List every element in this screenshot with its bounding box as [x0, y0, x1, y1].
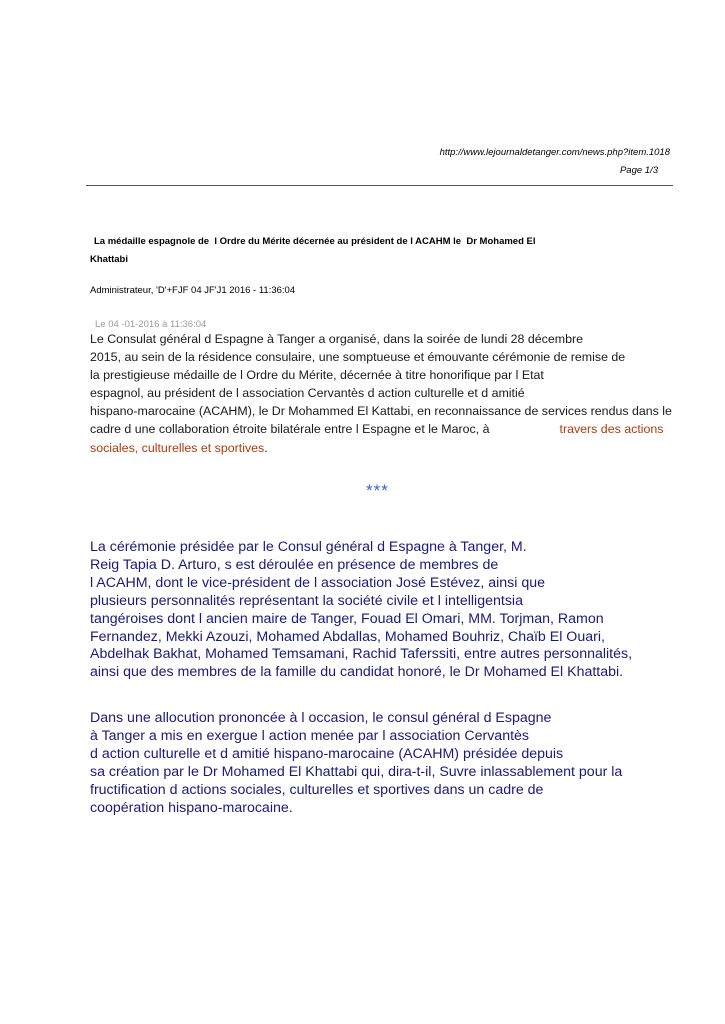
- source-url: http://www.lejournaldetanger.com/news.php?item.1018: [439, 147, 670, 158]
- article-byline: Administrateur, 'D'+FJF 04 JF'J1 2016 - 11:36:04: [90, 285, 296, 296]
- intro-line: espagnol, au président de l association Cervantès d action culturelle et d amitié: [90, 386, 525, 401]
- paragraph-line: coopération hispano-marocaine.: [90, 799, 293, 816]
- intro-highlight-2: sociales, culturelles et sportives: [90, 440, 265, 455]
- intro-line: Le Consulat général d Espagne à Tanger a organisé, dans la soirée de lundi 28 décembre: [90, 332, 583, 346]
- paragraph-line: tangéroises dont l ancien maire de Tanger, Fouad El Omari, MM. Torjman, Ramon: [90, 610, 604, 627]
- header-divider: [86, 185, 673, 186]
- paragraph-line: à Tanger a mis en exergue l action menée par l association Cervantès: [90, 727, 530, 744]
- paragraph-line: l ACAHM, dont le vice-président de l association José Estévez, ainsi que: [90, 574, 546, 591]
- paragraph-line: d action culturelle et d amitié hispano-marocaine (ACAHM) présidée depuis: [90, 745, 564, 762]
- intro-line-7: [90, 439, 675, 457]
- paragraph-line: ainsi que des membres de la famille du candidat honoré, le Dr Mohamed El Khattabi.: [90, 664, 624, 681]
- section-separator: ***: [366, 481, 389, 500]
- intro-line: 2015, au sein de la résidence consulaire, une somptueuse et émouvante cérémonie de remise de: [90, 350, 626, 365]
- paragraph-line: Fernandez, Mekki Azouzi, Mohamed Abdallas, Mohamed Bouhriz, Chaïb El Ouari,: [90, 628, 605, 645]
- paragraph-line: La cérémonie présidée par le Consul général d Espagne à Tanger, M.: [90, 539, 527, 555]
- paragraph-line: sa création par le Dr Mohamed El Khattabi qui, dira-t-il, Suvre inlassablement pour la: [90, 763, 623, 780]
- paragraph-line: fructification d actions sociales, culturelles et sportives dans un cadre de: [90, 781, 544, 798]
- paragraph-line: Dans une allocution prononcée à l occasion, le consul général d Espagne: [90, 710, 552, 726]
- paragraph-line: Reig Tapia D. Arturo, s est déroulée en présence de membres de: [90, 556, 499, 573]
- article-title-line-2: Khattabi: [90, 254, 128, 265]
- intro-line-7-end: .: [264, 440, 268, 455]
- article-title-line-1: La médaille espagnole de l Ordre du Mérite décernée au président de l ACAHM le Dr Mohamed El: [94, 236, 536, 247]
- intro-paragraph: [90, 330, 675, 457]
- ceremony-paragraph: [90, 539, 690, 682]
- intro-line-6: [90, 420, 675, 438]
- article-title: [90, 233, 610, 269]
- intro-line-6-text: cadre d une collaboration étroite bilatérale entre l Espagne et le Maroc, à: [90, 422, 490, 437]
- intro-highlight-1: travers des actions: [559, 422, 664, 437]
- paragraph-line: Abdelhak Bakhat, Mohamed Temsamani, Rachid Taferssiti, entre autres personnalités,: [90, 646, 633, 663]
- intro-line: hispano-marocaine (ACAHM), le Dr Mohammed El Kattabi, en reconnaissance de services rendus dans le: [90, 404, 672, 419]
- paragraph-line: plusieurs personnalités représentant la société civile et l intelligentsia: [90, 592, 523, 609]
- article-dateline: Le 04 -01-2016 à 11:36:04: [95, 319, 207, 330]
- intro-line: la prestigieuse médaille de l Ordre du Mérite, décernée à titre honorifique par l Etat: [90, 368, 544, 383]
- page-number: Page 1/3: [619, 165, 658, 176]
- speech-paragraph: [90, 710, 690, 817]
